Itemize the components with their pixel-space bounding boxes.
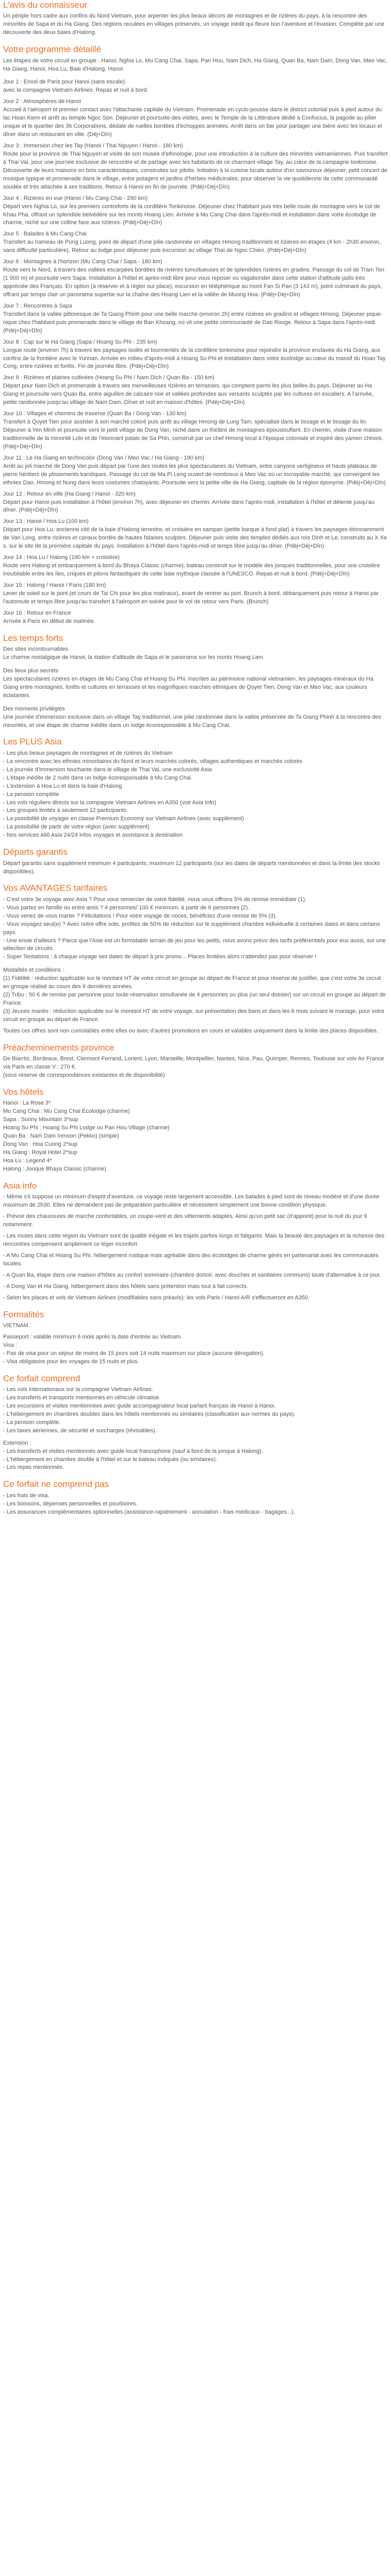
- avantages-list: [3, 896, 388, 962]
- temps-forts-title: Les temps forts: [3, 633, 63, 643]
- avantages-modalites: Modalités et conditions : (1) Fidélité : réduction applicable sur le montant HT de votre circuit en groupe au départ de France et pour réserve de justifier, que c'est votre 3e circuit en groupe réalisé au cours des 6 dernières années. (2) Tribu : 50 € de remise par personne pour toute réservation simultanée de 4 personnes ou plus (un seul dossier) sur un circuit en groupe au départ de France. (3) Jeunes mariés : réduction applicable sur le montant HT de votre voyage, sur présentation des bans et dans les 6 mois suivant le mariage, pour votre circuit en groupe au départ de France.: [3, 967, 386, 1023]
- asia-info-item: - A Quan Ba, étape dans une maison d'hôtes au confort sommaire (chambre dortoir, avec douches et sanitaires communs) toute d'alternative à ce jour.: [3, 1272, 381, 1278]
- programme-day: Jour 15 : Halong / Hanoi / Paris (180 km) Lever de soleil sur le pont (et cours de Tai Chi pour les plus matinaux), avant de rentrer au port. Brunch à bord, débarquement puis retour à Hanoi par l'autoroute et temps libre jusqu'au transfert à l'aéroport en soirée pour le vol de retour vers Paris. (Brunch): [3, 582, 379, 605]
- hotel-item: Hoang Su Phi : Hoang Su Phi Lodge ou Pan Hou Village (charme): [3, 1125, 170, 1131]
- plus-asia-item: - Les vols réguliers directs sur la compagnie Vietnam Airlines en A350 (voir Asia Info): [3, 799, 217, 806]
- comprend-item: - Les transferts et transports mentionnés en véhicule climatisé.: [3, 1394, 161, 1401]
- hotel-item: Halong : Jonque Bhaya Classic (charme): [3, 1165, 106, 1172]
- asia-info-item: - A Mu Cang Chai et Hoang Su Phi, hébergement rustique mais agréable dans des écolodges de charme gérés en partenariat avec les communautés locales.: [3, 1252, 379, 1267]
- programme-lead: Les étapes de votre circuit en groupe : Hanoi, Nghia Lo, Mu Cang Chai, Sapa, Pan Hou, Nam Dich, Ha Giang, Quan Ba, Nam Dam, Dong Van, Meo Vac, Ha Giang, Hanoi, Hoa Lu, Baie d'Halong, Hanoi: [3, 57, 387, 72]
- ne-comprend-title: Ce forfait ne comprend pas: [3, 1479, 109, 1489]
- comprend-item: - Les vols internationaux sur la compagnie Vietnam Airlines.: [3, 1386, 153, 1393]
- preacheminements-text: De Biarritz, Bordeaux, Brest, Clermont-Ferrand, Lorient, Lyon, Marseille, Montpellier, Nantes, Nice, Pau, Quimper, Rennes, Toulouse sur vols Air France via Paris en classe V : 270 €. (sous réserve de correspondances existantes et de disponibilité): [3, 1056, 384, 1079]
- programme-day: Jour 16 : Retour en France Arrivée à Paris en début de matinée.: [3, 609, 95, 624]
- formalites-title: Formalités: [3, 1309, 44, 1319]
- comprend-item: - Les excursions et visites mentionnées avec guide accompagnateur local parlant français de Hanoi à Hanoi.: [3, 1402, 276, 1409]
- plus-asia-item: - La possibilité de partir de votre région (avec supplément): [3, 824, 150, 831]
- plus-asia-item: - L'extension à Hoa Lu et dans la baie d'Halong: [3, 783, 122, 789]
- temps-fort-block: Des lieux plus secrets Les spectaculaires rizières en étages de Mu Cang Chai et Hoang Su Phi, inscrites au patrimoine national vietnamien, les paysages minéraux du Ha Giang entre montagnes, forêts et cultures en terrasses et les magnifiques marchés ethniques de Quyet Tien, Dong Van et Meo Vac, aux couleurs éclatantes.: [3, 667, 373, 699]
- plus-asia-list: [3, 750, 388, 840]
- programme-day: Jour 12 : Retour en ville (Ha Giang / Hanoi - 320 km) Départ pour Hanoi puis installation à l'hôtel (environ 7h), avec déjeuner en chemin. Arrivée dans l'après-midi, installation à l'hôtel et détente jusqu'au dîner. (Pdéj+Déj+Dîn): [3, 490, 375, 514]
- formalites-list: [3, 1333, 388, 1366]
- avantage-item: - Super Tentations : à chaque voyage ses dates de départ à prix promo... Places limitées alors n'attendez pas pour réserver !: [3, 954, 317, 960]
- hotel-item: Ha Giang : Royal Hotel 2*sup: [3, 1149, 77, 1156]
- formalite-item: Passeport : valable minimum 6 mois après la date d'entrée au Vietnam.: [3, 1333, 183, 1340]
- programme-day: Jour 8 : Cap sur le Ha Giang (Sapa / Hoang Su Phi - 235 km) Longue route (environ 7h) à travers les paysages isolés et tourmentés de la cordillère tonkinoise pour rejoindre la province enclavée du Ha Giang, aux confins de la frontière avec le Yunnan. Arrivée en milieu d'après-midi à Hoang Su Phi et installation dans votre écolodge au cœur du massif du Hoan Tay Cong, entre rizières et forêts. Fin de journée libre. (Pdéj+Déj+Dîn): [3, 338, 386, 370]
- ne-comprend-item: - Les frais de visa.: [3, 1492, 50, 1499]
- temps-forts-list: [3, 646, 388, 730]
- comprend-extension-list: [3, 1448, 388, 1472]
- asia-info-item: - Même s'il suppose un minimum d'esprit d'aventure, ce voyage reste largement accessible. Les balades à pied sont de niveau modéré et d'une durée maximum de 2h30. Elles ne demandent pas de préparation particulière et nécessitent simplement une bonne condition physique.: [3, 1194, 380, 1209]
- comprend-item: - L'hébergement en chambres doubles dans les hôtels mentionnés ou similaires (classification aux normes du pays).: [3, 1411, 296, 1417]
- avantage-item: - Vous partez en famille ou entre amis ? 4 personnes/ 100 € minimum, à partir de 6 personnes (2).: [3, 904, 250, 911]
- programme-day: Jour 3 : Immersion chez les Tay (Hanoi / Thai Nguyen / Hanoi - 180 km) Route pour la province de Thai Nguyen et visite de son musée d'ethnologie, pour une introduction à la culture des minorités vietnamiennes. Puis transfert à Thai Vai, pour une journée exclusive de rencontre et de partage avec les habitants de ce charmant village Tay, au cœur de la campagne tonkinoise. Découverte de leurs maisons en bois caractéristiques, construites sur pilotis. Initiation à la cuisine locale autour d'un savoureux déjeuner, petit concert de musique typique et promenade dans le village, entre potagers et jardins d'herbes médicinales, pour observer la vie quotidienne de cette communauté soudée et très attachée à ses traditions. Retour à Hanoi en fin de journée. (Pdéj+Déj+Dîn): [3, 143, 388, 190]
- plus-asia-item: - Nos services Allô Asia 24/24 infos voyages et assistance à destination: [3, 832, 183, 839]
- plus-asia-item: - Les plus beaux paysages de montagnes et de rizières du Vietnam: [3, 750, 173, 756]
- programme-day: Jour 4 : Rizières en vue (Hanoi / Mu Cang Chai - 290 km) Départ vers Nghia Lo, sur les premiers contreforts de la cordillère Tonkinoise. Déjeuner chez l'habitant puis très belle route de montagne vers le col de Khau Pha, offrant un splendide belvédère sur les monts Hoang Lien. Arrivée à Mu Cang Chai dans l'après-midi et installation dans votre écolodge de charme, niché sur une colline face aux rizières. (Pdéj+Déj+Dîn): [3, 195, 380, 226]
- asia-info-item: - Selon les places et vols de Vietnam Airlines (modifiables sans préavis): les vols Paris / Hanoi A/R s'effectueront en A350.: [3, 1294, 310, 1301]
- programme-day: Jour 7 : Rencontres à Sapa Transfert dans la vallée pittoresque de Ta Giang Phinh pour une belle marche (environ 2h) entre rizières en gradins et villages Hmong. Déjeuner pique-nique chez l'habitant puis promenade dans le village de Ban Khoang, où vit une petite communauté de Dao Rouge. Retour à Sapa dans l'après-midi. (Pdéj+Déj+Dîn): [3, 302, 382, 334]
- asia-info-item: - A Dong Van et Ha Giang, hébergement dans des hôtels sans prétention mais tout à fait corrects.: [3, 1283, 248, 1290]
- hotel-item: Hoa Lu : Legend 4*: [3, 1158, 52, 1164]
- hotel-item: Mu Cang Chai : Mu Cang Chai Ecolodge (charme): [3, 1108, 130, 1115]
- comprend-item: - Les taxes aériennes, de sécurité et surcharges (révisables).: [3, 1427, 157, 1434]
- plus-asia-item: - L'étape inédite de 2 nuits dans un lodge écoresponsable à Mu Cang Chai: [3, 774, 191, 781]
- comprend-title: Ce forfait comprend: [3, 1373, 80, 1383]
- programme-day: Jour 13 : Hanoi / Hoa Lu (100 km) Départ pour Hoa Lu, ancienne cité de la baie d'Halong terrestre, et croisière en sampan (petite barque à fond plat) à travers les paysages étonnamment de Van Long, entre rizières et canaux bordés de hautes falaises sculptes. Déjeuner puis visite des temples dédiés aux rois Dinh et Le, construits au X Xe s. sur le site de la première capitale du pays. Installation à l'hôtel dans l'après-midi et temps libre jusqu'au dîner. (Pdéj+Déj+Dîn): [3, 518, 387, 550]
- programme-days: [3, 78, 388, 625]
- avantage-item: - Une envie d'ailleurs ? Parce que l'Asie est un formidable terrain de jeu pour les petits, nous avons prévu des tarifs préférentiels pour eux aussi, sur une sélection de circuits.: [3, 937, 386, 952]
- hotel-item: Hanoi : La Rose 3*: [3, 1100, 51, 1107]
- ne-comprend-item: - Les assurances complémentaires optionnelles (assistance-rapatriement - annulation - frais médicaux - bagages...).: [3, 1509, 295, 1515]
- comprend-extension-item: - Les repas mentionnés.: [3, 1464, 64, 1471]
- asia-info-title: Asia info: [3, 1180, 37, 1191]
- comprend-item: - La pension complète.: [3, 1419, 61, 1426]
- comprend-extension-item: - L'hébergement en chambre double à l'hôtel et sur le bateau indiqués (ou similaires).: [3, 1456, 218, 1463]
- asia-info-list: [3, 1193, 388, 1302]
- departs-title: Départs garantis: [3, 847, 68, 857]
- hotel-item: Sapa : Sunny Mountain 3*sup: [3, 1116, 78, 1123]
- plus-asia-item: - Les groupes limités à seulement 12 participants: [3, 807, 127, 814]
- plus-asia-title: Les PLUS Asia: [3, 737, 62, 747]
- intro-text: Un périple hors cadre aux confins du Nord Vietnam, pour arpenter les plus beaux décors de montagnes et de rizières du pays, à la rencontre des minorités de Sapa et du Ha Giang. Des régions reculées en villages préservés, un voyage inédit qui fleure bon l'aventure et l'évasion. Complété par une découverte des deux baies d'Halong.: [3, 13, 385, 36]
- programme-day: Jour 2 : Atmosphères de Hanoi Accueil à l'aéroport et premier contact avec l'attachante capitale du Vietnam. Promenade en cyclo-pousse dans le district colonial puis à pied autour du lac Hoan Kiem et arrêt au temple Ngoc Son. Déjeuner et poursuite des visites, avec le Temple de la Littérature dédié à Confucius, la pagode au pilier unique et le quartier des 36 Corporations, dédale de ruelles bordées d'échoppes animées. Arrêt dans un bar pour partager une bière avec les locaux et dîner dans un restaurant en ville. (Déj+Dîn): [3, 98, 382, 138]
- formalites-country: VIETNAM :: [3, 1322, 32, 1329]
- formalite-item: Visa :: [3, 1342, 18, 1348]
- programme-day: Jour 9 : Rizières et plaines cultivées (Hoang Su Phi / Nam Dich / Quan Ba - 150 km) Départ pour Nam Dich et promenade à travers ses merveilleuses rizières en terrasses, qui comptent parmi les plus belles du pays. Déjeuner au Ha Giang et poursuite vers Quan Ba, entre aiguilles de calcaire noir et vallées profondes aux versants sculptés par les cultures en escaliers. A l'arrivée, petite randonnée jusqu'au village de Nam Dam. Dîner et nuit en maison d'hôtes. (Pdéj+Déj+Dîn): [3, 375, 374, 406]
- programme-day: Jour 1 : Envol de Paris pour Hanoi (sans escale) avec la compagnie Vietnam Airlines. Repas et nuit à bord.: [3, 79, 149, 94]
- programme-day: Jour 14 : Hoa Lu / Halong (190 km + croisière) Route vers Halong et embarquement à bord du Bhaya Classic (charme), bateau construit sur le modèle des jonques traditionnelles, pour une croisière inoubliable entre les îles, criques et pitons fantastiques de cette baie mythique classée à l'UNESCO. Repas et nuit à bord. (Pdéj+Déj+Dîn): [3, 554, 380, 578]
- asia-info-item: - Les routes dans cette région du Vietnam sont de qualité inégale et les trajets parfois longs et fatigants. Mais la beauté des paysages et la richesse des rencontres compensent amplement ce léger inconfort.: [3, 1233, 385, 1247]
- hotels-list: [3, 1099, 388, 1173]
- programme-day: Jour 11 : Le Ha Giang en technicolor (Dong Van / Meo Vac / Ha Giang - 190 km) Arrêt au joli marché de Dong Van puis départ par l'une des routes les plus spectaculaires du Vietnam, entre canyons vertigineux et hauts plateaux de pierre héritiers de plissements karstiques. Passage du col de Ma Pi Leng ouvert de nombreux à Meo Vac où un incroyable marché, qui convergent les ethnies Dao, Hmong et Nung dans leurs costumes chatoyants. Poursuite vers la petite ville de Ha Giang, capitale de la région éponyme. (Pdéj+Déj+Dîn): [3, 454, 386, 486]
- programme-day: Jour 5 : Balades à Mu Cang Chai Transfert au hameau de Pung Luong, point de départ d'une jolie randonnée en villages Hmong traditionnels et rizières en étages (4 km - 2h30 environ, sans difficulté particulière). Retour au lodge pour déjeuner puis excursion au village Thaï de Ngoc Chien. (Pdéj+Déj+Dîn): [3, 231, 381, 254]
- plus-asia-item: - La rencontre avec les ethnies minoritaires du Nord et leurs marchés colorés, villages authentiques et marchés colorés: [3, 758, 303, 765]
- plus-asia-item: - La possibilité de voyager en classe Premium Economy sur Vietnam Airlines (avec supplément): [3, 816, 244, 822]
- temps-fort-block: Des sites incontournables Le charme nostalgique de Hanoi, la station d'altitude de Sapa et le panorama sur les monts Hoang Lien.: [3, 646, 265, 660]
- temps-fort-block: Des moments privilégiés Une journée d'immersion exclusive dans un village Tay traditionnel, une jolie randonnée dans la vallée préservée de Ta Giang Phinh à la rencontre des minorités, et une étape de charme inédite dans un lodge écoresponsable à Mu Cang Chai.: [3, 705, 382, 728]
- comprend-extension-item: - Les transferts et visites mentionnés avec guide local francophone (sauf à bord de la jonque à Halong).: [3, 1448, 263, 1454]
- programme-title: Votre programme détaillé: [3, 44, 101, 55]
- avantage-item: - Vous voyagez seul(e) ? Avec notre offre solo, profitez de 50% de réduction sur le supplément chambre individuelle à certaines dates et dans certains pays.: [3, 921, 380, 936]
- formalite-item: - Pas de visa pour un séjour de moins de 15 jours soit 14 nuits maximum sur place (aucune dérogation).: [3, 1350, 265, 1357]
- programme-day: Jour 10 : Villages et chemins de traverse (Quan Ba / Dong Van - 130 km) Transfert à Quyet Tien pour assister à son marché coloré puis arrêt au village Hmong de Lung Tam, spécialisé dans le tissage et le tissage du lin. Déjeuner à Yen Minh et poursuite vers le petit village de Dong Van, niché dans un théâtre de montagnes époustouflant. En chemin, visite d'une maison traditionnelle de la minorité Lolo et de l'étonnant palais de Sa Phin, construit par un chef Hmong local à l'époque coloniale et inspiré des yamen chinois. (Pdéj+Déj+Dîn): [3, 411, 383, 450]
- ne-comprend-item: - Les boissons, dépenses personnelles et pourboires.: [3, 1500, 138, 1507]
- avantage-item: - Vous venez de vous marier ? Félicitations ! Pour votre voyage de noces, bénéficiez d'une remise de 5% (3).: [3, 912, 277, 919]
- avantages-cumul: Toutes ces offres sont non cumulables entre elles ou avec d'autres promotions en cours et valables uniquement dans la limite des places disponibles.: [3, 1027, 379, 1034]
- formalite-item: - Visa obligatoire pour les voyages de 15 nuits et plus.: [3, 1358, 139, 1365]
- comprend-list: [3, 1386, 388, 1435]
- plus-asia-item: - La journée d'immersion touchante dans le village de Thai Vai, une exclusivité Asia: [3, 766, 212, 773]
- avantages-title: Vos AVANTAGES tarifaires: [3, 883, 108, 893]
- ne-comprend-list: [3, 1492, 388, 1517]
- avantage-item: - C'est votre 3e voyage avec Asia ? Pour vous remercier de votre fidélité, nous vous offrons 5% de remise immédiate (1).: [3, 896, 307, 903]
- programme-day: Jour 6 : Montagnes à l'horizon (Mu Cang Chai / Sapa - 180 km) Route vers le Nord, à travers des vallées escarpées bordées de rivières tumultueuses et de splendides rizières en gradins. Passage du col de Tram Ton (1 900 m) et poursuite vers Sapa. Installation à l'hôtel et après-midi libre pour vous reposer ou vagabonder dans cette station d'altitude jadis très appréciée des Français. En option (à réserver et à régler sur place), excursion en téléphérique au mont Fan Si Pan (3 143 m), point culminant du pays, offrant par temps clair un panorama superbe sur la chaîne des Hoang Lien et la vallée de Muong Hoa. (Pdéj+Déj+Dîn): [3, 259, 385, 298]
- intro-title: L'avis du connaisseur: [3, 0, 87, 10]
- plus-asia-item: - La pension complète: [3, 791, 59, 798]
- hotels-title: Vos hôtels: [3, 1087, 44, 1097]
- preacheminements-title: Préacheminements province: [3, 1042, 115, 1053]
- comprend-extension-title: Extension :: [3, 1439, 31, 1446]
- departs-text: Départ garantis sans supplément minimum 4 participants, maximum 12 participants (sur les dates de départs mentionnées et dans la limite des stocks disponibles).: [3, 860, 380, 875]
- hotel-item: Dong Van : Hoa Cuong 2*sup: [3, 1141, 78, 1148]
- hotel-item: Quan Ba : Nam Dam Inmoon (Pekko) (simple): [3, 1133, 119, 1140]
- asia-info-item: - Prévoir des chaussures de marche confortables, un coupe-vent et des vêtements adaptés. Ainsi qu'un petit sac (d'appoint) pour la nuit du jour 9 notamment.: [3, 1213, 367, 1228]
